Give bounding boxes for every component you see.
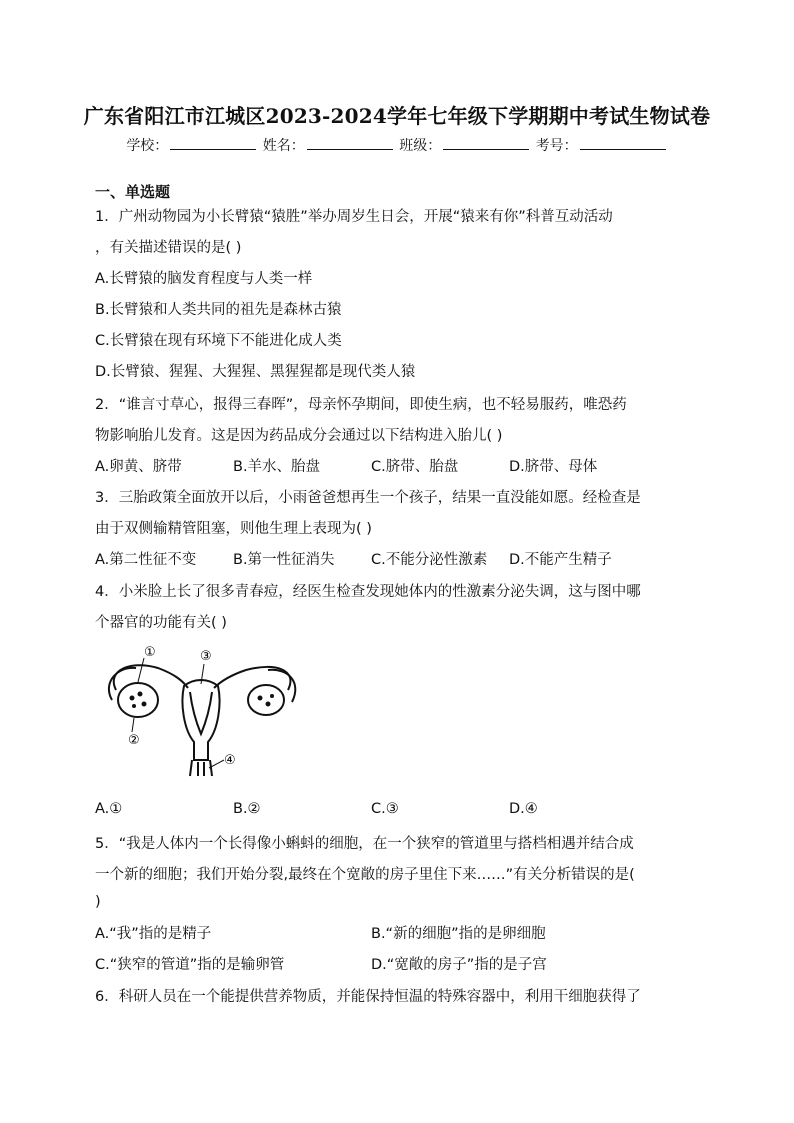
exam-number-label: 考号： (535, 138, 578, 154)
q1-option-b[interactable]: B.长臂猿和人类共同的祖先是森林古猿 (95, 302, 342, 318)
q4-stem-line-2: 个器官的功能有关( ) (95, 615, 227, 631)
q4-option-d[interactable]: D.④ (509, 801, 538, 817)
name-blank[interactable] (307, 135, 393, 150)
q2-stem-line-1: 2．“谁言寸草心，报得三春晖”，母亲怀孕期间，即使生病，也不轻易服药，唯恐药 (95, 397, 627, 413)
organ-outline (109, 658, 295, 776)
q5-stem-line-1: 5．“我是人体内一个长得像小蝌蚪的细胞，在一个狭窄的管道里与搭档相遇并结合成 (95, 836, 634, 852)
q5-option-d[interactable]: D.“宽敞的房子”指的是子宫 (371, 957, 547, 973)
q3-option-a[interactable]: A.第二性征不变 (95, 552, 197, 568)
label-3: ③ (200, 649, 212, 664)
school-label: 学校： (126, 138, 169, 154)
q5-option-c[interactable]: C.“狭窄的管道”指的是输卵管 (95, 957, 285, 973)
student-info-row (0, 135, 794, 155)
class-blank[interactable] (443, 135, 529, 150)
q5-option-a[interactable]: A.“我”指的是精子 (95, 926, 212, 942)
exam-number-blank[interactable] (580, 135, 666, 150)
q5-stem-line-2: 一个新的细胞；我们开始分裂,最终在个宽敞的房子里住下来……”有关分析错误的是( (95, 867, 635, 883)
label-1: ① (144, 645, 156, 660)
q5-stem-line-3: ) (95, 894, 101, 910)
q3-option-d[interactable]: D.不能产生精子 (509, 552, 612, 568)
q3-stem-line-1: 3．三胎政策全面放开以后，小雨爸爸想再生一个孩子，结果一直没能如愿。经检查是 (95, 490, 641, 506)
q1-option-d[interactable]: D.长臂猿、猩猩、大猩猩、黑猩猩都是现代类人猿 (95, 364, 416, 380)
exam-title: 广东省阳江市江城区2023-2024学年七年级下学期期中考试生物试卷 (83, 104, 711, 128)
name-label: 姓名： (262, 138, 305, 154)
q3-stem-line-2: 由于双侧输精管阻塞，则他生理上表现为( ) (95, 521, 372, 537)
q1-option-a[interactable]: A.长臂猿的脑发育程度与人类一样 (95, 271, 313, 287)
q1-stem-line-1: 1．广州动物园为小长臂猿“猿胜”举办周岁生日会，开展“猿来有你”科普互动活动 (95, 209, 613, 225)
female-reproductive-system-diagram (96, 642, 306, 782)
ovary-follicles (130, 692, 275, 709)
q2-option-d[interactable]: D.脐带、母体 (509, 459, 598, 475)
school-blank[interactable] (170, 135, 256, 150)
vagina (190, 760, 212, 776)
class-label: 班级： (399, 138, 442, 154)
label-2: ② (128, 733, 140, 748)
q2-option-c[interactable]: C.脐带、胎盘 (371, 459, 459, 475)
q6-stem-line-1: 6．科研人员在一个能提供营养物质，并能保持恒温的特殊容器中，利用干细胞获得了 (95, 989, 641, 1005)
q2-option-a[interactable]: A.卵黄、脐带 (95, 459, 182, 475)
q2-option-b[interactable]: B.羊水、胎盘 (233, 459, 321, 475)
label-4: ④ (224, 753, 236, 768)
right-ovary (248, 685, 284, 715)
q4-option-b[interactable]: B.② (233, 801, 261, 817)
q5-option-b[interactable]: B.“新的细胞”指的是卵细胞 (371, 926, 546, 942)
q4-option-a[interactable]: A.① (95, 801, 123, 817)
q2-stem-line-2: 物影响胎儿发育。这是因为药品成分会通过以下结构进入胎儿( ) (95, 428, 503, 444)
q3-option-b[interactable]: B.第一性征消失 (233, 552, 335, 568)
q3-option-c[interactable]: C.不能分泌性激素 (371, 552, 488, 568)
q1-stem-line-2: ，有关描述错误的是( ) (95, 240, 242, 256)
section-heading: 一、单选题 (95, 183, 171, 201)
q4-stem-line-1: 4．小米脸上长了很多青春痘，经医生检查发现她体内的性激素分泌失调，这与图中哪 (95, 584, 641, 600)
q1-option-c[interactable]: C.长臂猿在现有环境下不能进化成人类 (95, 333, 342, 349)
left-ovary (118, 683, 158, 717)
uterus (182, 680, 219, 760)
q4-option-c[interactable]: C.③ (371, 801, 399, 817)
